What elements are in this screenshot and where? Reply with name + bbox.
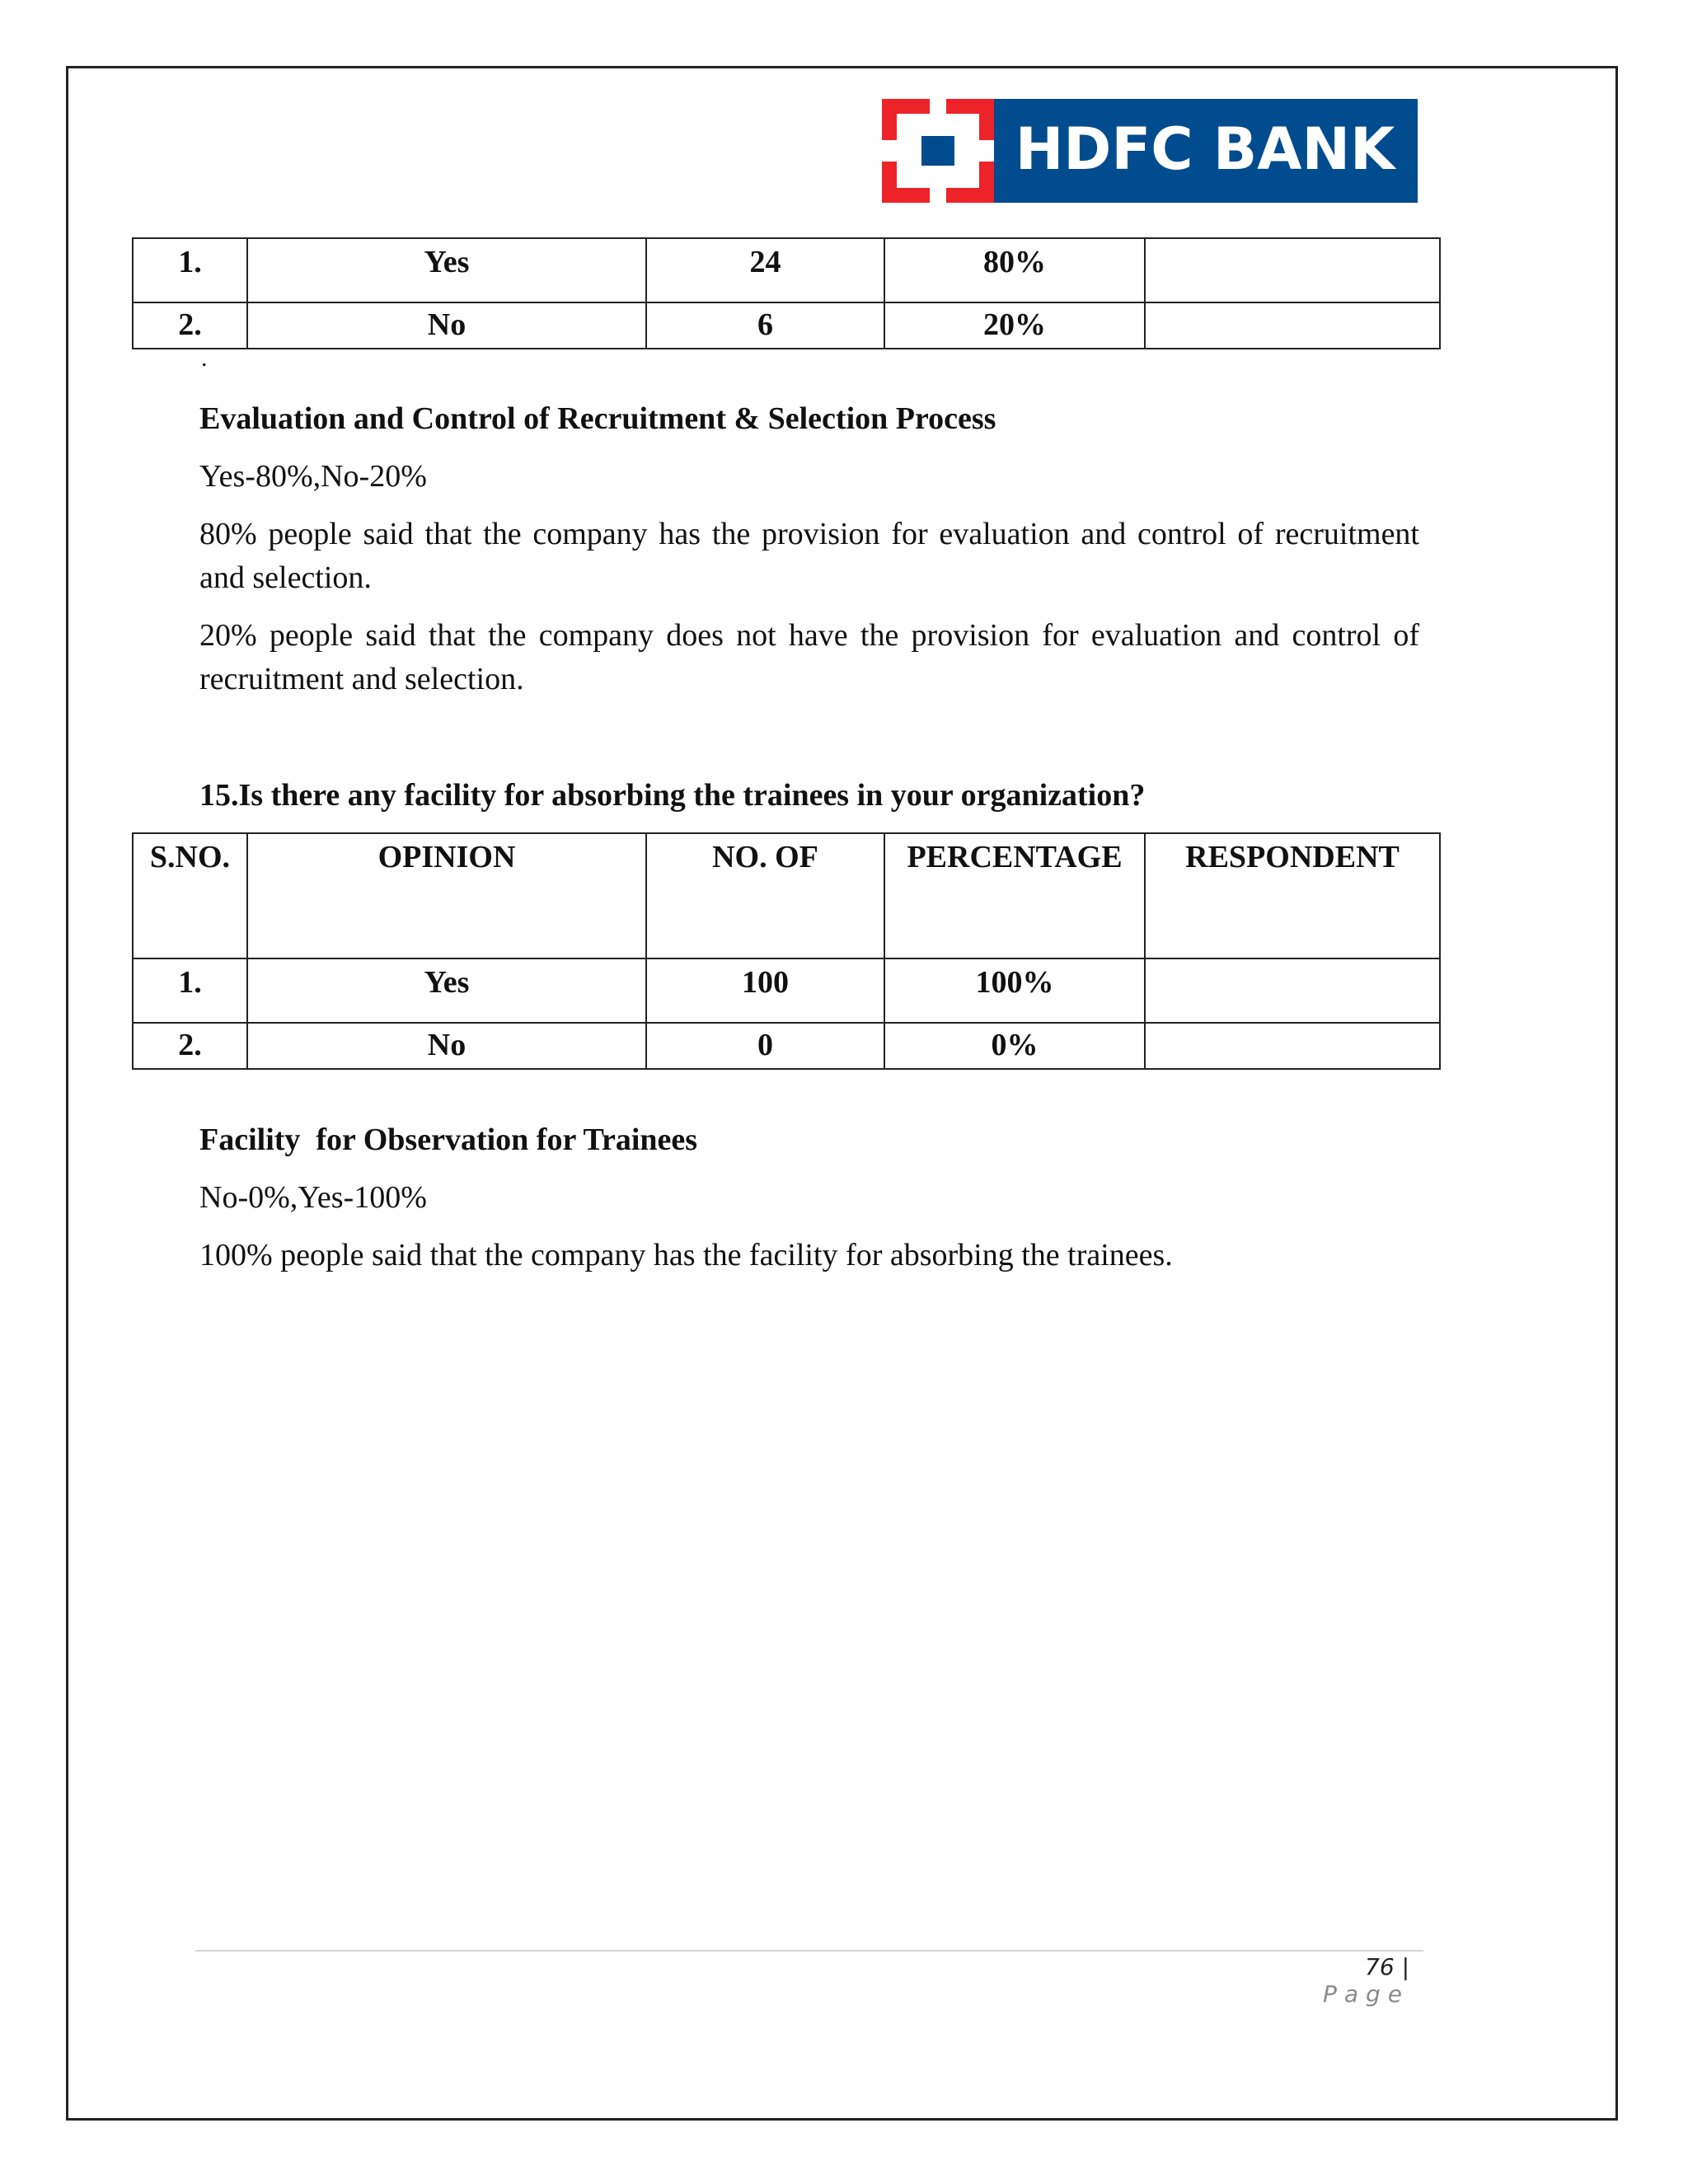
cell-percentage: 0% (884, 1023, 1145, 1069)
cell-respondent (1145, 238, 1440, 302)
summary-line: Yes-80%,No-20% (199, 459, 427, 494)
header-sno: S.NO. (133, 833, 247, 958)
hdfc-bank-logo (882, 99, 1418, 203)
cell-count: 100 (646, 958, 884, 1023)
table-row (133, 238, 1440, 302)
logo-red-frame-bottom-right (946, 188, 994, 203)
paragraph: 80% people said that the company has the provision for evaluation and control of recruitment and selection. (199, 517, 1419, 595)
cell-opinion: Yes (247, 958, 646, 1023)
logo-text: HDFC BANK (1015, 115, 1395, 183)
cell-sno: 1. (133, 958, 247, 1023)
cell-opinion: Yes (247, 238, 646, 302)
summary-line: No-0%,Yes-100% (199, 1180, 427, 1215)
cell-percentage: 80% (884, 238, 1145, 302)
section-heading-evaluation: Evaluation and Control of Recruitment & Selection Process (199, 401, 996, 436)
stray-dot: . (201, 344, 208, 372)
logo-blue-square (921, 136, 954, 166)
cell-count: 24 (646, 238, 884, 302)
cell-count: 0 (646, 1023, 884, 1069)
section-heading-observation: Facility for Observation for Trainees (199, 1122, 698, 1157)
header-opinion: OPINION (247, 833, 646, 958)
cell-opinion: No (247, 302, 646, 349)
trainee-absorption-table (132, 832, 1441, 1070)
cell-respondent (1145, 302, 1440, 349)
header-percentage: PERCENTAGE (884, 833, 1145, 958)
cell-respondent (1145, 1023, 1440, 1069)
question-15: 15.Is there any facility for absorbing the trainees in your organization? (199, 778, 1146, 813)
header-respondent: RESPONDENT (1145, 833, 1440, 958)
cell-sno: 2. (133, 1023, 247, 1069)
cell-sno: 1. (133, 238, 247, 302)
page-footer (1278, 1953, 1409, 2008)
table-header-row (133, 833, 1440, 958)
cell-count: 6 (646, 302, 884, 349)
cell-opinion: No (247, 1023, 646, 1069)
cell-percentage: 100% (884, 958, 1145, 1023)
responses-table-previous (132, 237, 1441, 349)
table-row (133, 1023, 1440, 1069)
footer-divider (195, 1950, 1423, 1952)
footer-separator: | (1401, 1953, 1409, 1980)
cell-sno: 2. (133, 302, 247, 349)
logo-red-frame-bottom-left (882, 188, 930, 203)
cell-respondent (1145, 958, 1440, 1023)
logo-red-frame-left-top (882, 99, 897, 140)
logo-red-frame-right-top (979, 99, 994, 140)
page-border (66, 66, 1618, 2121)
table-row (133, 958, 1440, 1023)
paragraph: 20% people said that the company does not have the provision for evaluation and control of recruitment and selection. (199, 618, 1419, 696)
paragraph: 100% people said that the company has the facility for absorbing the trainees. (199, 1238, 1173, 1272)
header-count: NO. OF (646, 833, 884, 958)
table-row (133, 302, 1440, 349)
cell-percentage: 20% (884, 302, 1145, 349)
page-number: 76 (1365, 1953, 1395, 1980)
page-label: Page (1322, 1980, 1409, 2008)
